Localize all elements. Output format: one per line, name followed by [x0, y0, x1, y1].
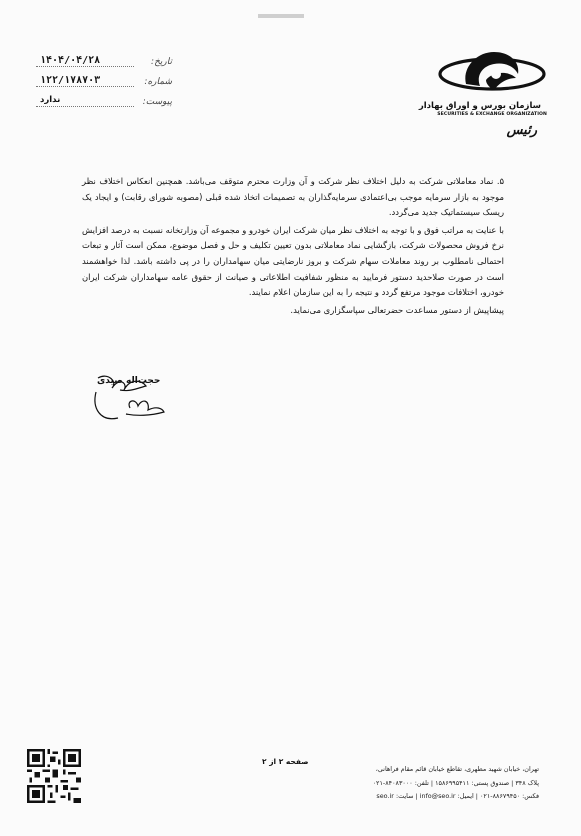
- attachment-row: [36, 97, 172, 117]
- signer-name: حجت‌اله صیدی: [97, 376, 161, 386]
- footer-address: [319, 763, 539, 804]
- number-value: ۱۲۲/۱۷۸۷۰۳: [40, 75, 101, 86]
- number-label: شماره:: [144, 77, 172, 87]
- dotted-line: [36, 66, 134, 67]
- paragraph-request: با عنایت به مراتب فوق و با توجه به اختلاف نظر میان شرکت ایران خودرو و مجموعه آن وزارتخانه نسبت به درصد افزایش نرخ فروش محصولات شرکت، بازگشایی نماد معاملاتی بدون تعیین تکلیف و حل و فصل موضوع، ممکن است آثار و تبعات احتمالی نامطلوب بر روند معاملات سهام شرکت و بروز نارضایتی میان سهامداران را در پی داشته باشد. لذا خواهشمند است در صورت صلاحدید دستور فرمایید به منظور شفافیت اطلاعاتی و صیانت از حقوق عامه سهامداران شرکت ایران خودرو، اختلافات موجود مرتفع گردد و نتیجه را به این سازمان اعلام نمایند.: [82, 224, 504, 298]
- contact-line: فکس: ۸۸۶۷۹۴۵۰-۰۲۱ | ایمیل: info@seo.ir | سایت: seo.ir: [376, 792, 539, 801]
- attachment-value: ندارد: [40, 95, 61, 105]
- qr-code: [27, 749, 81, 803]
- letter-meta: [36, 57, 172, 117]
- date-label: تاریخ:: [151, 57, 172, 67]
- paragraph-closing: پیشاپیش از دستور مساعدت حضرتعالی سپاسگزاری می‌نماید.: [290, 304, 504, 315]
- scan-mark: [258, 14, 304, 18]
- date-row: [36, 57, 172, 77]
- paragraph-item-5: ۵. نماد معاملاتی شرکت به دلیل اختلاف نظر شرکت و آن وزارت محترم متوقف می‌باشد. همچنین انعکاس اختلاف نظر موجود به بازار سرمایه موجب بی‌اعتمادی سرمایه‌گذاران به تصمیمات اتخاذ شده قبلی (مصوبه شورای رقابت) و ایجاد یک ریسک سیستماتیک جدید می‌گردد.: [82, 176, 504, 218]
- page-number: صفحه ۲ از ۲: [262, 757, 309, 766]
- org-name-en: SECURITIES & EXCHANGE ORGANIZATION: [437, 112, 547, 117]
- dotted-line: [36, 86, 134, 87]
- address-line: پلاک ۳۴۸ | صندوق پستی: ۱۵۸۶۹۹۵۴۱۱ | تلفن: ۸۴۰۸۳۰۰۰-۰۲۱: [372, 778, 539, 787]
- number-row: [36, 77, 172, 97]
- date-value: ۱۴۰۴/۰۴/۲۸: [40, 55, 101, 66]
- letter-body: [82, 174, 504, 318]
- president-title: رئیس: [506, 123, 537, 138]
- attachment-label: پیوست:: [142, 97, 172, 107]
- address-line: تهران، خیابان شهید مطهری، تقاطع خیابان قائم مقام فراهانی،: [375, 765, 539, 773]
- org-name-fa: سازمان بورس و اوراق بهادار: [418, 101, 541, 111]
- dotted-line: [36, 106, 134, 107]
- seo-logo: [436, 44, 548, 104]
